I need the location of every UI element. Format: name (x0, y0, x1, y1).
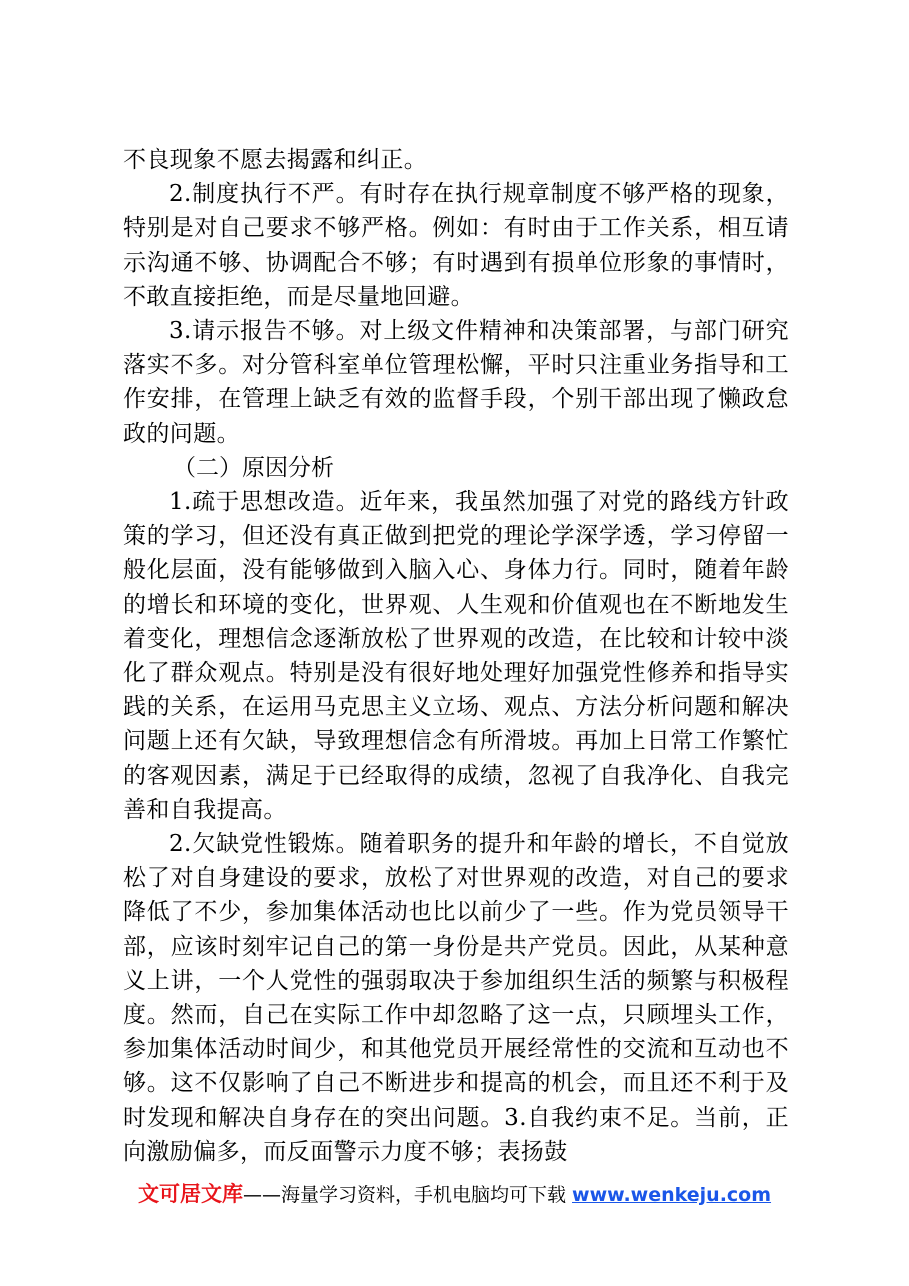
section-heading-cause-analysis: （二）原因分析 (173, 454, 334, 481)
paragraph-reporting: 3.请示报告不够。对上级文件精神和决策部署，与部门研究落实不多。对分管科室单位管理松懈，平时只注重业务指导和工作安排，在管理上缺乏有效的监督手段，个别干部出现了懒政怠政的问题。 (123, 318, 789, 447)
footer-banner (0, 1178, 909, 1208)
paragraph-institution-execution: 2.制度执行不严。有时存在执行规章制度不够严格的现象，特别是对自己要求不够严格。例如：有时由于工作关系，相互请示沟通不够、协调配合不够；有时遇到有损单位形象的事情时，不敢直接拒绝，而是尽量地回避。 (123, 181, 789, 310)
footer-url-link[interactable]: www.wenkeju.com (572, 1184, 772, 1206)
paragraph-party-training: 2.欠缺党性锻炼。随着职务的提升和年龄的增长，不自觉放松了对自身建设的要求，放松了对世界观的改造，对自己的要求降低了不少，参加集体活动也比以前少了一些。作为党员领导干部，应该时刻牢记自己的第一身份是共产党员。因此，从某种意义上讲，一个人党性的强弱取决于参加组织生活的频繁与积极程度。然而，自己在实际工作中却忽略了这一点，只顾埋头工作，参加集体活动时间少，和其他党员开展经常性的交流和互动也不够。这不仅影响了自己不断进步和提高的机会，而且还不利于及时发现和解决自身存在的突出问题。3.自我约束不足。当前，正向激励偏多，而反面警示力度不够；表扬鼓 (123, 831, 789, 1165)
paragraph-thought-reform: 1.疏于思想改造。近年来，我虽然加强了对党的路线方针政策的学习，但还没有真正做到把党的理论学深学透，学习停留一般化层面，没有能够做到入脑入心、身体力行。同时，随着年龄的增长和环境的变化，世界观、人生观和价值观也在不断地发生着变化，理想信念逐渐放松了世界观的改造，在比较和计较中淡化了群众观点。特别是没有很好地处理好加强党性修养和指导实践的关系，在运用马克思主义立场、观点、方法分析问题和解决问题上还有欠缺，导致理想信念有所滑坡。再加上日常工作繁忙的客观因素，满足于已经取得的成绩，忽视了自我净化、自我完善和自我提高。 (123, 489, 789, 823)
document-body (123, 143, 789, 1169)
paragraph-continuation: 不良现象不愿去揭露和纠正。 (123, 147, 428, 173)
footer-slogan: ——海量学习资料，手机电脑均可下载 (242, 1184, 566, 1206)
footer-brand: 文可居文库 (137, 1182, 243, 1206)
